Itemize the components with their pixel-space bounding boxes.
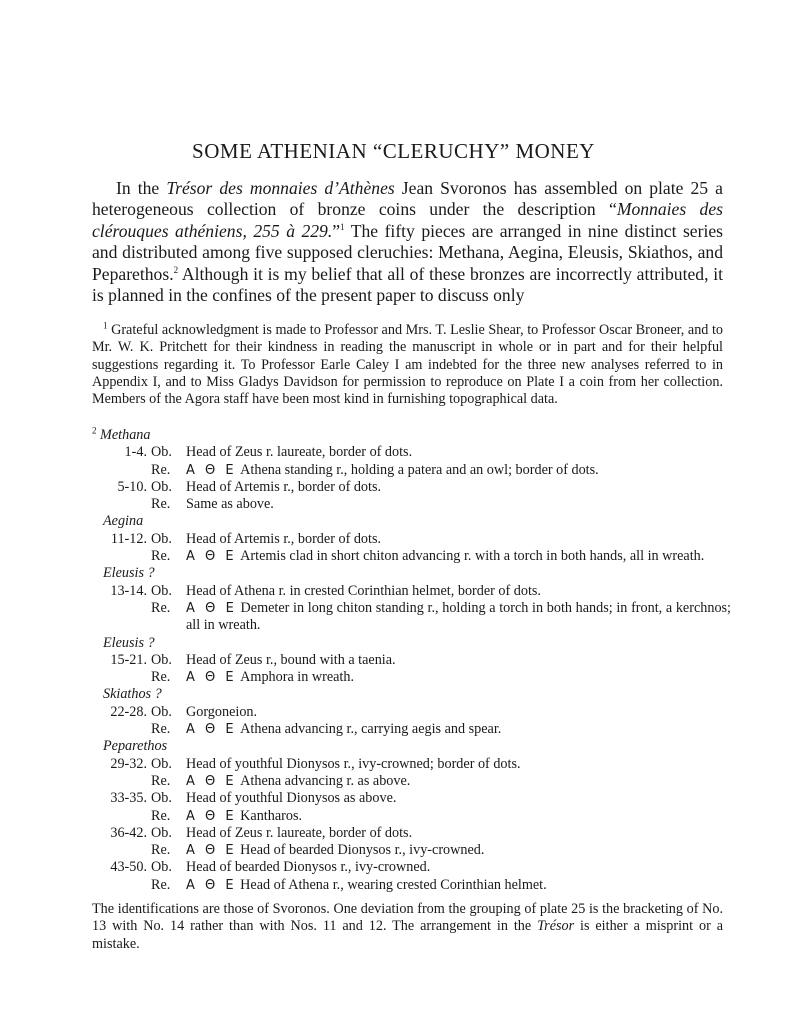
location-skiathos: Skiathos ? — [103, 686, 162, 703]
body-text-close-quote: ” — [332, 220, 341, 241]
location-eleusis-2: Eleusis ? — [103, 634, 155, 651]
greek-inscription: Α Θ Ε — [186, 843, 237, 859]
coin-row: Re. Same as above. — [151, 496, 274, 513]
coin-row: 5-10. Ob. Head of Artemis r., border of dots. — [117, 478, 382, 495]
footnote-1 — [92, 322, 723, 408]
coin-row: Re. Α Θ Ε Amphora in wreath. — [151, 669, 355, 686]
coin-row: 15-21. Ob. Head of Zeus r., bound with a taenia. — [110, 651, 396, 668]
coin-row: Re. Α Θ Ε Head of Athena r., wearing crested Corinthian helmet. — [151, 876, 547, 893]
coin-row: Re. Α Θ Ε Athena advancing r., carrying aegis and spear. — [151, 721, 502, 738]
greek-inscription: Α Θ Ε — [186, 462, 237, 478]
footnote-1-mark: 1 — [103, 320, 108, 331]
location-peparethos: Peparethos — [103, 738, 168, 755]
coin-row: Re. Α Θ Ε Demeter in long chiton standing r., holding a torch in both hands; in front, a kerchnos; all in wreath. — [151, 599, 731, 634]
coin-row: 1-4. Ob. Head of Zeus r. laureate, border of dots. — [124, 444, 413, 461]
body-text-tresor-title: Trésor des monnaies d’Athènes — [166, 178, 395, 198]
coin-row: Re. Α Θ Ε Athena advancing r. as above. — [151, 772, 411, 789]
greek-inscription: Α Θ Ε — [186, 600, 237, 616]
footnote-2-closing-text: The identifications are those of Svoronos. One deviation from the grouping of plate 25 is the bracketing of No. 13 with No. 14 rather than with Nos. 11 and 12. The arrangement in the Trésor is either a misprint or a mistake. — [92, 901, 723, 952]
footnote-2-coin-list — [92, 427, 732, 894]
coin-row: Re. Α Θ Ε Kantharos. — [151, 807, 303, 824]
body-text-1: In the — [116, 178, 167, 198]
coin-row: 11-12. Ob. Head of Artemis r., border of dots. — [110, 530, 382, 547]
body-text-4: Although it is my belief that all of these bronzes are incorrectly attributed, it is planned in the confines of the present paper to discuss only — [92, 263, 723, 306]
body-text-3: The fifty pieces are arranged in nine distinct series and distributed among five supposed cleruchies: Methana, Aegina, Eleusis, Skiathos, and Peparethos. — [92, 220, 723, 284]
body-paragraph — [92, 178, 723, 306]
footnote-ref-2[interactable]: 2 — [173, 264, 179, 275]
coin-row: Re. Α Θ Ε Athena standing r., holding a patera and an owl; border of dots. — [151, 461, 599, 478]
location-methana: $^2$ Methana — [92, 425, 151, 443]
body-text-quoted-description: Monnaies des clérouques athéniens, 255 à 229. — [92, 199, 723, 241]
coin-row: 29-32. Ob. Head of youthful Dionysos r., ivy-crowned; border of dots. — [110, 755, 521, 772]
coin-row: 43-50. Ob. Head of bearded Dionysos r., ivy-crowned. — [110, 859, 431, 876]
coin-row: 33-35. Ob. Head of youthful Dionysos as above. — [110, 790, 397, 807]
greek-inscription: Α Θ Ε — [186, 773, 237, 789]
coin-row: 13-14. Ob. Head of Athena r. in crested Corinthian helmet, border of dots. — [110, 582, 541, 599]
footnote-2-mark: 2 — [92, 425, 97, 436]
coin-row: Re. Α Θ Ε Head of bearded Dionysos r., ivy-crowned. — [151, 842, 485, 859]
footnote-ref-1[interactable]: 1 — [340, 221, 345, 232]
closing-tresor-title: Trésor — [537, 918, 575, 935]
location-eleusis: Eleusis ? — [103, 565, 155, 582]
article-title: SOME ATHENIAN “CLERUCHY” MONEY — [192, 139, 595, 163]
body-text-2: Jean Svoronos has assembled on plate 25 a heterogeneous collection of bronze coins under the description “ — [92, 178, 723, 220]
footnote-1-text: Grateful acknowledgment is made to Professor and Mrs. T. Leslie Shear, to Professor Oscar Broneer, and to Mr. W. K. Pritchett for their kindness in reading the manuscript in whole or in part and for their helpful suggestions regarding it. To Professor Earle Caley I am indebted for the three new analyses referred to in Appendix I, and to Miss Gladys Davidson for permission to reproduce on Plate I a coin from her collection. Members of the Agora staff have been most kind in furnishing topographical data. — [92, 322, 723, 408]
greek-inscription: Α Θ Ε — [186, 808, 237, 824]
greek-inscription: Α Θ Ε — [186, 549, 237, 565]
location-aegina: Aegina — [103, 513, 144, 530]
coin-row: 22-28. Ob. Gorgoneion. — [110, 703, 258, 720]
coin-row: 36-42. Ob. Head of Zeus r. laureate, border of dots. — [110, 824, 413, 841]
greek-inscription: Α Θ Ε — [186, 722, 237, 738]
greek-inscription: Α Θ Ε — [186, 670, 237, 686]
coin-row: Re. Α Θ Ε Artemis clad in short chiton advancing r. with a torch in both hands, all in wreath. — [151, 548, 705, 565]
greek-inscription: Α Θ Ε — [186, 877, 237, 893]
